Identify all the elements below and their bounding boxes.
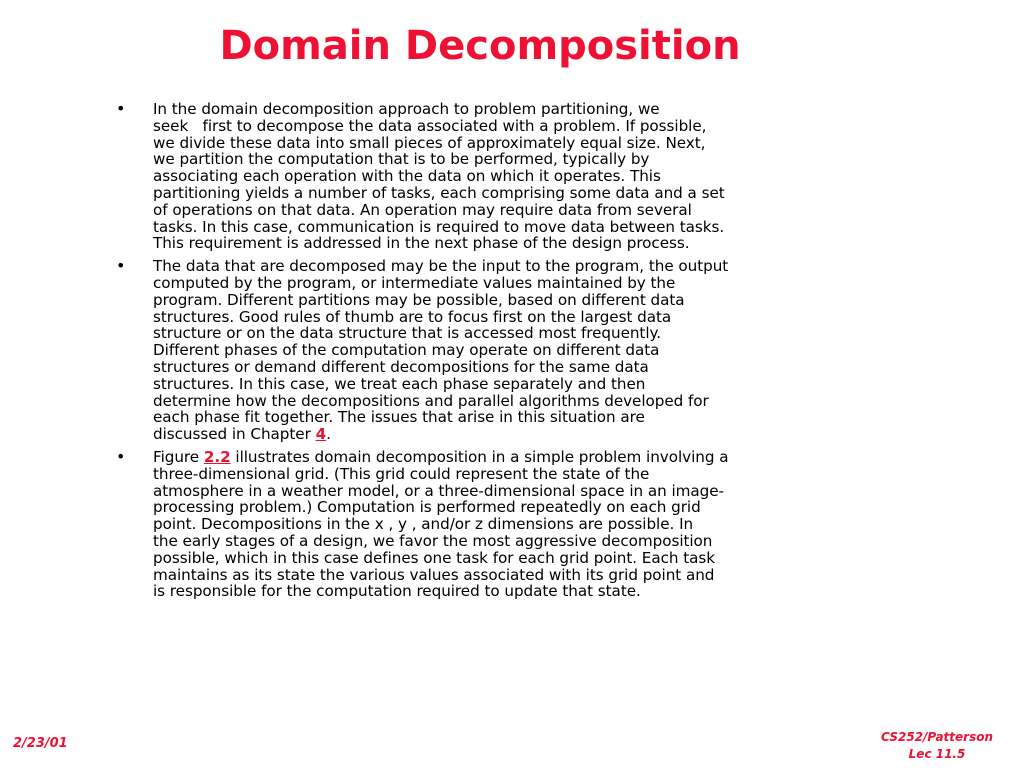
text-fragment: illustrates domain decomposition in a simple problem involving a [230, 447, 729, 466]
text-line: maintains as its state the various values associated with its grid point and [153, 565, 715, 584]
text-line: atmosphere in a weather model, or a three-dimensional space in an image- [153, 481, 724, 500]
text-line: associating each operation with the data on which it operates. This [153, 167, 661, 186]
text-line: structures. Good rules of thumb are to focus first on the largest data [153, 307, 672, 326]
text-line: we partition the computation that is to be performed, typically by [153, 150, 650, 169]
bullet-text [153, 258, 906, 443]
text-line: In the domain decomposition approach to problem partitioning, we [153, 100, 660, 118]
bullet-item [116, 258, 906, 443]
bullet-text [153, 449, 906, 600]
bullet-text [153, 101, 906, 252]
footer-course: CS252/Patterson [880, 730, 994, 744]
text-line: The data that are decomposed may be the input to the program, the output [153, 257, 729, 276]
text-line: we divide these data into small pieces of approximately equal size. Next, [153, 133, 706, 152]
bullet-item [116, 101, 906, 252]
text-line [153, 426, 906, 443]
text-line: three-dimensional grid. (This grid could represent the state of the [153, 464, 650, 483]
bullet-marker: • [116, 256, 126, 276]
text-fragment: Figure [153, 447, 204, 466]
text-line: This requirement is addressed in the next phase of the design process. [153, 234, 690, 253]
footer-lecture: Lec 11.5 [908, 747, 966, 761]
text-line: determine how the decompositions and parallel algorithms developed for [153, 391, 709, 410]
footer-date: 2/23/01 [13, 736, 68, 751]
chapter-link[interactable]: 4 [315, 425, 327, 444]
text-fragment: . [326, 425, 331, 444]
text-line: program. Different partitions may be possible, based on different data [153, 290, 685, 309]
text-line [153, 449, 906, 466]
text-line: Different phases of the computation may operate on different data [153, 341, 660, 360]
text-line: partitioning yields a number of tasks, each comprising some data and a set [153, 183, 725, 202]
bullet-marker: • [116, 446, 126, 466]
text-line: possible, which in this case defines one task for each grid point. Each task [153, 548, 716, 567]
text-line: structure or on the data structure that is accessed most frequently. [153, 324, 662, 343]
text-line: point. Decompositions in the x , y , and/or z dimensions are possible. In [153, 515, 694, 534]
bullet-item [116, 446, 906, 601]
figure-link[interactable]: 2.2 [203, 447, 231, 466]
text-line: structures or demand different decompositions for the same data [153, 357, 649, 376]
bullet-list [116, 101, 906, 606]
text-line: structures. In this case, we treat each phase separately and then [153, 374, 646, 393]
text-line: of operations on that data. An operation may require data from several [153, 200, 692, 219]
text-line: is responsible for the computation required to update that state. [153, 582, 641, 601]
text-line: the early stages of a design, we favor the most aggressive decomposition [153, 531, 713, 550]
text-fragment: discussed in Chapter [153, 425, 316, 444]
text-line: seek first to decompose the data associated with a problem. If possible, [153, 116, 707, 135]
text-line: processing problem.) Computation is performed repeatedly on each grid [153, 498, 701, 517]
text-line: tasks. In this case, communication is required to move data between tasks. [153, 217, 725, 236]
text-line: each phase fit together. The issues that arise in this situation are [153, 408, 645, 427]
text-line: computed by the program, or intermediate values maintained by the [153, 273, 676, 292]
footer-course-info [862, 729, 1012, 763]
slide-title: Domain Decomposition [219, 23, 741, 69]
bullet-marker: • [116, 99, 126, 118]
